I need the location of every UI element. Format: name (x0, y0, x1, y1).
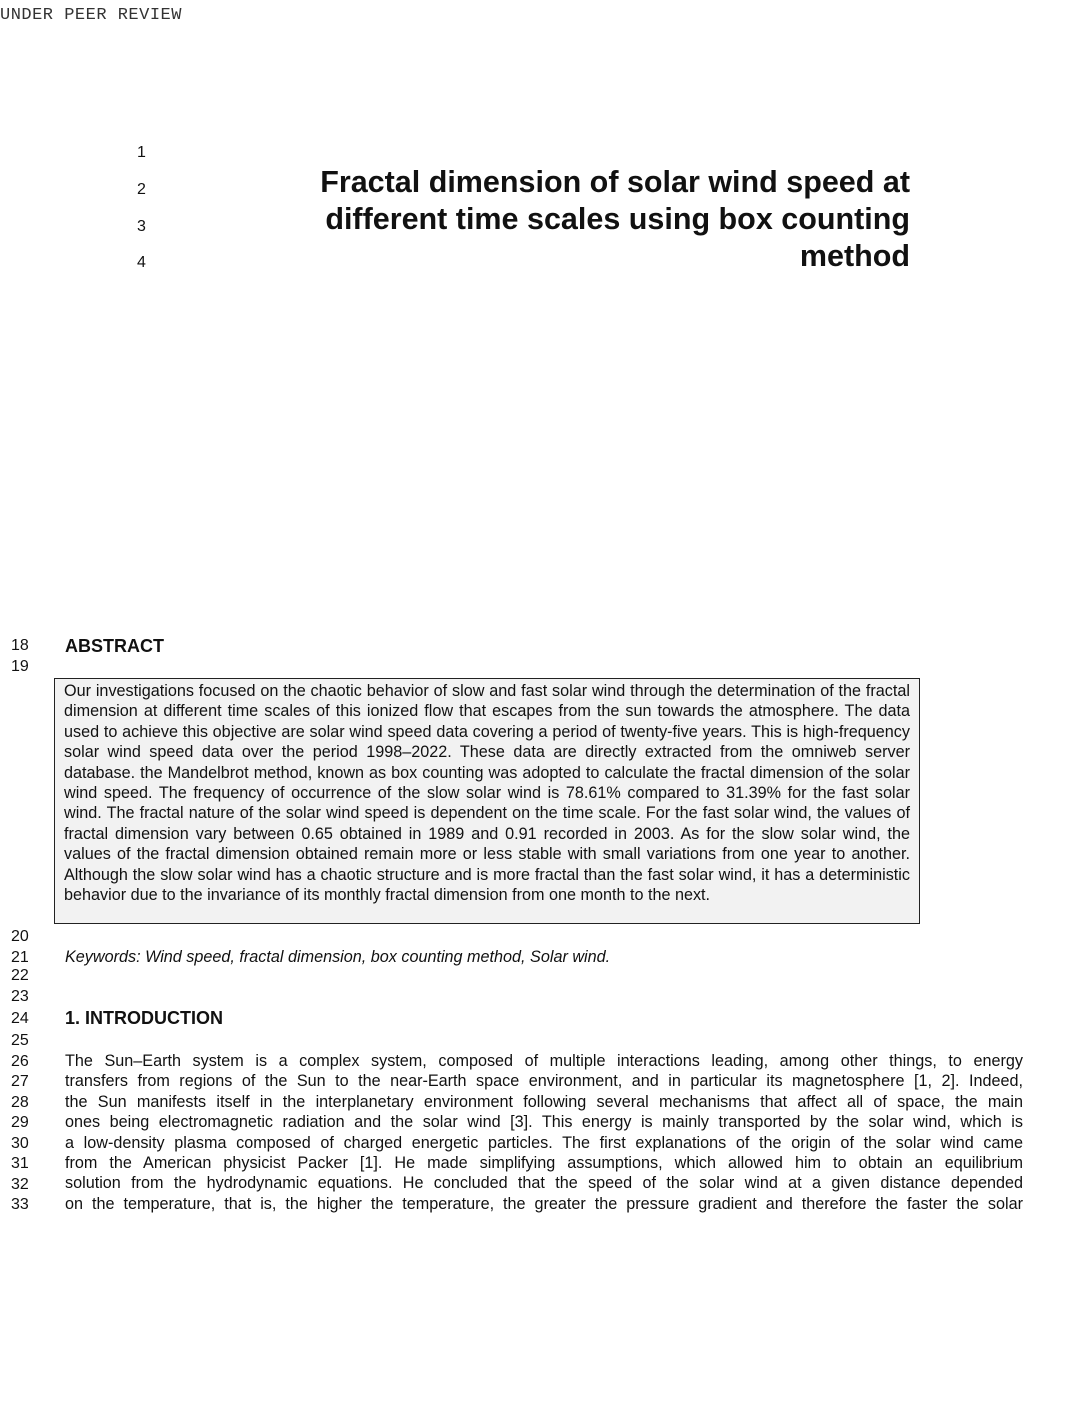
introduction-heading: 1. INTRODUCTION (65, 1008, 224, 1028)
title-line: Fractal dimension of solar wind speed at (320, 165, 910, 199)
line-number: 23 (11, 988, 29, 1005)
line-number: 33 (11, 1196, 29, 1213)
paper-title (250, 164, 910, 275)
line-number: 1 (137, 144, 146, 161)
line-number: 2 (137, 181, 146, 198)
line-number: 29 (11, 1114, 29, 1131)
line-number: 20 (11, 928, 29, 945)
line-number: 22 (11, 967, 29, 984)
abstract-text: Our investigations focused on the chaotic behavior of slow and fast solar wind through the determination of the fractal dimension at different time scales of this ionized flow that escapes from the sun towards the atmosphere. The data used to achieve this objective are solar wind speed data covering a period of twenty-five years. This is high-frequency solar wind speed data over the period 1998–2022. These data are directly extracted from the omniweb server database. the Mandelbrot method, known as box counting was adopted to calculate the fractal dimension of the solar wind speed. The frequency of occurrence of the slow solar wind is 78.61% compared to 31.39% for the fast solar wind. The fractal nature of the solar wind speed is dependent on the time scale. For the fast solar wind, the values of fractal dimension vary between 0.65 obtained in 1989 and 0.91 recorded in 2003. As for the slow solar wind, the values of the fractal dimension obtained remain more or less stable with small variations from one year to another. Although the slow solar wind has a chaotic structure and is more fractal than the fast solar wind, it has a deterministic behavior due to the invariance of its monthly fractal dimension from one month to the next. (64, 682, 910, 905)
line-number: 26 (11, 1053, 29, 1070)
introduction-body (65, 1051, 1023, 1214)
line-number: 30 (11, 1135, 29, 1152)
title-line: method (799, 239, 910, 273)
intro-line: ones being electromagnetic radiation and the solar wind [3]. This energy is mainly transported by the solar wind, which is (65, 1113, 1023, 1132)
title-line: different time scales using box counting (325, 202, 910, 236)
line-number: 25 (11, 1032, 29, 1049)
line-number: 24 (11, 1010, 29, 1027)
line-number: 21 (11, 949, 29, 966)
intro-line: on the temperature, that is, the higher the temperature, the greater the pressure gradient and therefore the faster the solar (65, 1194, 1023, 1213)
line-number: 4 (137, 254, 146, 271)
intro-line: from the American physicist Packer [1]. He made simplifying assumptions, which allowed him to obtain an equilibrium (65, 1153, 1023, 1172)
keywords: Keywords: Wind speed, fractal dimension, box counting method, Solar wind. (65, 948, 611, 966)
line-number: 27 (11, 1073, 29, 1090)
abstract-box (54, 678, 920, 924)
line-number: 3 (137, 218, 146, 235)
intro-line: a low-density plasma composed of charged energetic particles. The first explanations of the origin of the solar wind came (65, 1133, 1023, 1152)
intro-line: transfers from regions of the Sun to the near-Earth space environment, and in particular its magnetosphere [1, 2]. Indeed, (65, 1072, 1023, 1091)
line-number: 31 (11, 1155, 29, 1172)
line-number: 19 (11, 658, 29, 675)
watermark: UNDER PEER REVIEW (0, 6, 182, 25)
line-number: 32 (11, 1176, 29, 1193)
line-number: 28 (11, 1094, 29, 1111)
line-number: 18 (11, 637, 29, 654)
abstract-heading: ABSTRACT (65, 636, 164, 656)
intro-line: solution from the hydrodynamic equations. He concluded that the speed of the solar wind at a given distance depended (65, 1174, 1023, 1193)
intro-line: the Sun manifests itself in the interplanetary environment following several mechanisms that affect all of space, the main (65, 1092, 1023, 1111)
intro-line: The Sun–Earth system is a complex system, composed of multiple interactions leading, among other things, to energy (65, 1052, 1023, 1070)
